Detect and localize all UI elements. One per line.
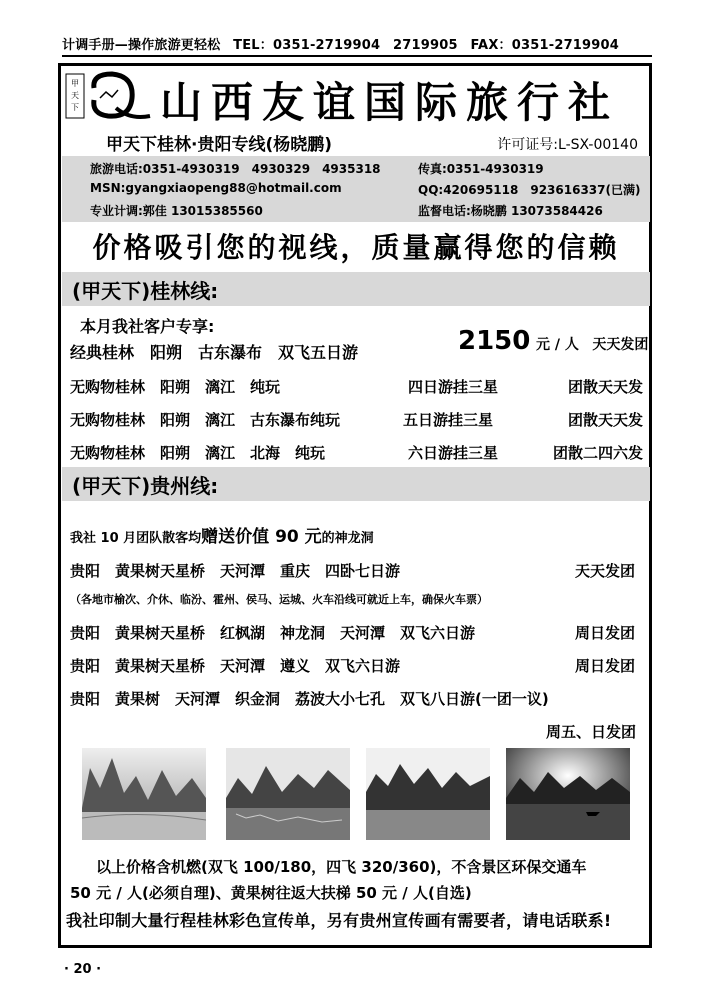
route-name: 无购物桂林 阳朔 漓江 古东瀑布纯玩 — [70, 411, 341, 429]
header-tel: TEL：0351-2719904 — [233, 38, 381, 53]
header-fax: FAX：0351-2719904 — [470, 38, 620, 53]
scenery-photo — [506, 748, 630, 840]
guizhou-route-1-departure: 天天发团 — [575, 562, 636, 580]
company-logo-icon — [64, 68, 154, 124]
tour-phone: 旅游电话:0351-4930319 4930329 4935318 — [90, 162, 381, 176]
slogan: 价格吸引您的视线，质量赢得您的信赖 — [92, 231, 620, 264]
svg-text:下: 下 — [71, 103, 79, 112]
contact-fax: 传真:0351-4930319 — [418, 162, 544, 176]
svg-text:天: 天 — [71, 91, 79, 100]
route-departure: 团散天天发 — [568, 411, 644, 429]
scenery-photo — [226, 748, 350, 840]
price-note-line-1: 以上价格含机燃(双飞 100/180，四飞 320/360)，不含景区环保交通车 — [96, 858, 587, 876]
contact-planner: 专业计调:郭佳 13015385560 — [90, 204, 263, 218]
route-days: 五日游挂三星 — [403, 411, 494, 429]
license-number: 许可证号:L-SX-00140 — [497, 137, 638, 153]
guizhou-route-3-departure: 周日发团 — [575, 657, 636, 675]
contact-qq: QQ:420695118 923616337(已满) — [418, 183, 641, 197]
promo-highlight: 赠送价值 90 元 — [201, 527, 322, 547]
header-tel2: 2719905 — [393, 38, 458, 53]
featured-price: 2150 — [458, 326, 531, 356]
featured-price-unit: 元 / 人 — [535, 337, 579, 353]
guizhou-route-2-departure: 周日发团 — [575, 624, 636, 642]
promo-post: 的神龙洞 — [321, 531, 374, 546]
featured-departure: 天天发团 — [592, 337, 649, 353]
featured-route: 经典桂林 阳朔 古东瀑布 双飞五日游 — [70, 343, 359, 362]
promo-pre: 我社 10 月团队散客均 — [70, 531, 202, 546]
scenery-photo — [82, 748, 206, 840]
route-name: 无购物桂林 阳朔 漓江 纯玩 — [70, 378, 281, 396]
route-departure: 团散二四六发 — [553, 444, 644, 462]
guizhou-section-title: (甲天下)贵州线: — [62, 467, 650, 501]
route-specialist-title: 甲天下桂林·贵阳专线(杨晓鹏) — [106, 135, 332, 155]
company-name: 山西友谊国际旅行社 — [160, 78, 620, 127]
route-departure: 团散天天发 — [568, 378, 644, 396]
route-name: 无购物桂林 阳朔 漓江 北海 纯玩 — [70, 444, 326, 462]
svg-text:甲: 甲 — [71, 79, 79, 88]
contact-block — [62, 156, 650, 222]
guizhou-route-2: 贵阳 黄果树天星桥 红枫湖 神龙洞 天河潭 双飞六日游 — [70, 624, 476, 642]
guizhou-route-3: 贵阳 黄果树天星桥 天河潭 遵义 双飞六日游 — [70, 657, 401, 675]
promo-title: 本月我社客户专享: — [80, 317, 215, 336]
guizhou-route-4: 贵阳 黄果树 天河潭 织金洞 荔波大小七孔 双飞八日游(一团一议) — [70, 690, 549, 708]
featured-price-block — [458, 326, 648, 356]
handbook-slogan: 计调手册—操作旅游更轻松 — [62, 38, 221, 53]
guilin-section-title: (甲天下)桂林线: — [62, 272, 650, 306]
contact-msn: MSN:gyangxiaopeng88@hotmail.com — [90, 181, 342, 195]
route-days: 四日游挂三星 — [408, 378, 499, 396]
page-number: · 20 · — [64, 962, 102, 977]
company-header — [64, 66, 647, 126]
guizhou-route-1: 贵阳 黄果树天星桥 天河潭 重庆 四卧七日游 — [70, 562, 401, 580]
guizhou-route-1-note: （各地市榆次、介休、临汾、霍州、侯马、运城、火车沿线可就近上车，确保火车票） — [70, 593, 488, 606]
page-header-line — [62, 34, 652, 57]
route-days: 六日游挂三星 — [408, 444, 499, 462]
scenery-photo-strip — [82, 748, 630, 842]
footer-notice: 我社印制大量行程桂林彩色宣传单，另有贵州宣传画有需要者，请电话联系! — [66, 911, 612, 930]
guizhou-promo — [70, 522, 374, 547]
guizhou-route-4-departure: 周五、日发团 — [546, 723, 637, 741]
subtitle-row — [62, 128, 650, 156]
scenery-photo — [366, 748, 490, 840]
contact-supervisor: 监督电话:杨晓鹏 13073584426 — [418, 204, 603, 218]
price-note-line-2: 50 元 / 人(必须自理)、黄果树往返大扶梯 50 元 / 人(自选) — [70, 884, 472, 902]
